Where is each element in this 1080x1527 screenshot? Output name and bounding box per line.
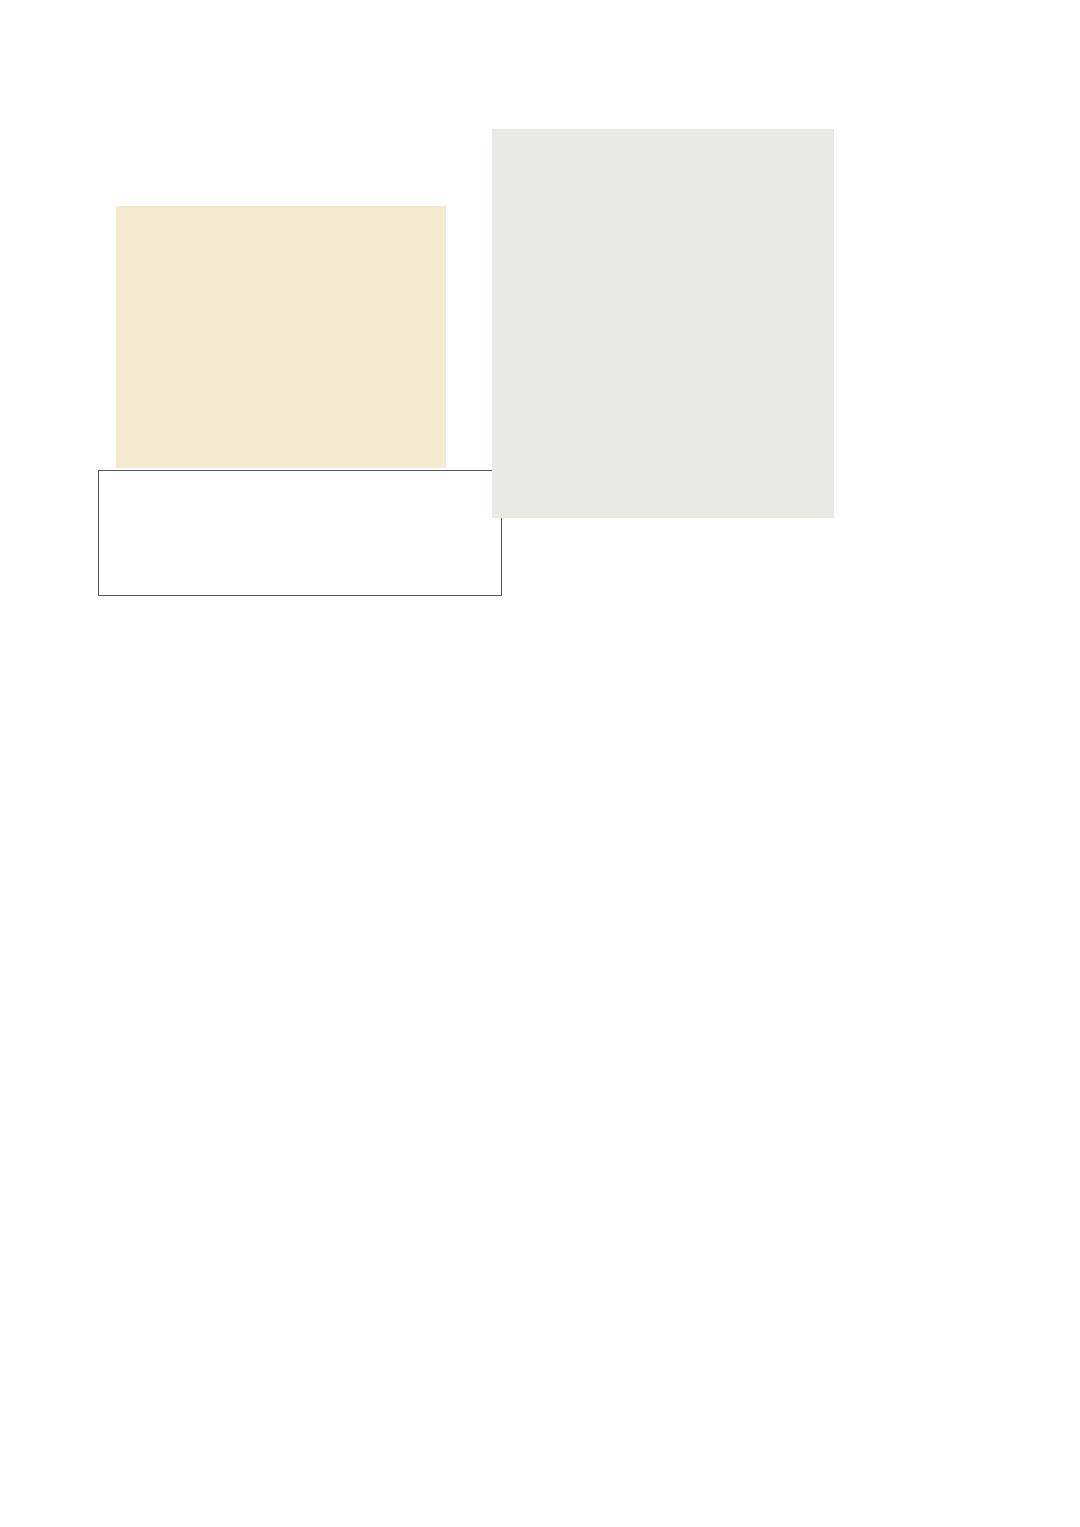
chart-title-text <box>126 141 127 160</box>
budget-chart-svg <box>116 206 446 468</box>
war-notes <box>98 470 502 596</box>
budget-chart <box>116 206 446 468</box>
finance-title <box>506 139 826 157</box>
figure-m4 <box>98 134 502 596</box>
chart-title <box>122 129 433 161</box>
figure-label <box>122 141 123 160</box>
finance-figure <box>492 129 834 518</box>
